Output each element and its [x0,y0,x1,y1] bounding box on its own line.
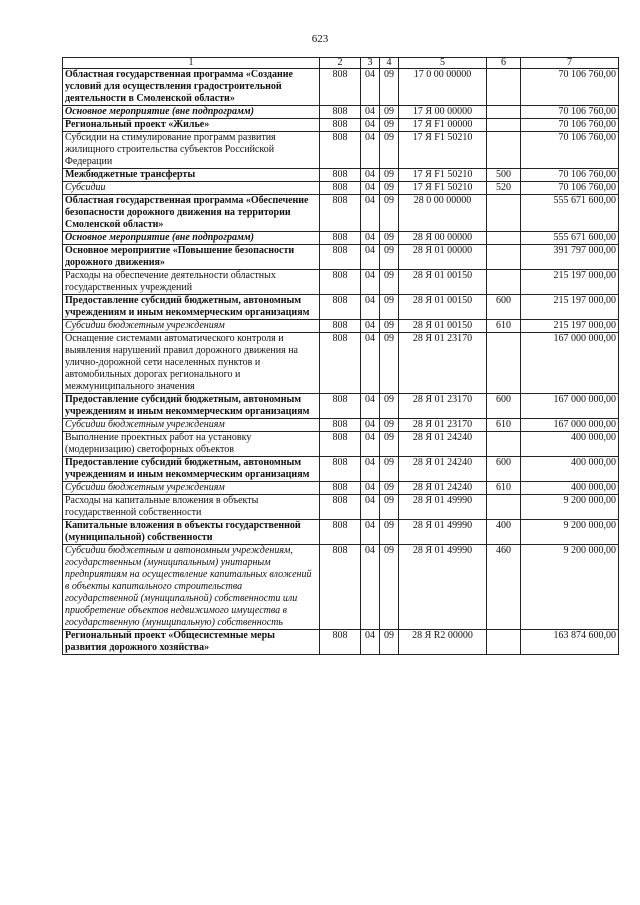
row-section: 04 [361,182,380,195]
row-amount: 70 106 760,00 [521,132,619,169]
row-amount: 215 197 000,00 [521,270,619,295]
row-grbs: 808 [320,295,361,320]
row-section: 04 [361,432,380,457]
row-section: 04 [361,295,380,320]
table-row [63,495,619,520]
row-section: 04 [361,333,380,394]
row-grbs: 808 [320,394,361,419]
row-grbs: 808 [320,232,361,245]
row-subsection: 09 [380,245,399,270]
row-amount: 215 197 000,00 [521,320,619,333]
row-target-code: 17 Я F1 50210 [399,169,487,182]
row-amount: 167 000 000,00 [521,333,619,394]
row-section: 04 [361,419,380,432]
row-name: Основное мероприятие «Повышение безопасности дорожного движения» [63,245,320,270]
row-name: Предоставление субсидий бюджетным, автономным учреждениям и иным некоммерческим организациям [63,295,320,320]
row-subsection: 09 [380,482,399,495]
table-row [63,482,619,495]
row-section: 04 [361,69,380,106]
row-subsection: 09 [380,394,399,419]
row-name: Выполнение проектных работ на установку (модернизацию) светофорных объектов [63,432,320,457]
row-name: Субсидии [63,182,320,195]
row-subsection: 09 [380,295,399,320]
row-name: Субсидии бюджетным учреждениям [63,419,320,432]
table-row [63,195,619,232]
header-cell: 7 [521,58,619,69]
row-expense-type: 520 [487,182,521,195]
row-amount: 70 106 760,00 [521,182,619,195]
row-target-code: 17 Я F1 00000 [399,119,487,132]
row-subsection: 09 [380,69,399,106]
row-grbs: 808 [320,419,361,432]
row-target-code: 28 Я 01 49990 [399,520,487,545]
table-row [63,419,619,432]
row-section: 04 [361,482,380,495]
row-name: Областная государственная программа «Создание условий для осуществления градостроительной деятельности в Смоленской области» [63,69,320,106]
row-target-code: 28 Я 01 23170 [399,419,487,432]
row-target-code: 17 Я F1 50210 [399,132,487,169]
row-expense-type [487,195,521,232]
row-section: 04 [361,630,380,655]
row-grbs: 808 [320,195,361,232]
row-target-code: 28 Я 01 00000 [399,245,487,270]
row-section: 04 [361,320,380,333]
row-amount: 167 000 000,00 [521,394,619,419]
row-grbs: 808 [320,520,361,545]
row-amount: 391 797 000,00 [521,245,619,270]
row-grbs: 808 [320,132,361,169]
table-row [63,169,619,182]
row-subsection: 09 [380,333,399,394]
row-subsection: 09 [380,432,399,457]
row-amount: 400 000,00 [521,432,619,457]
table-row [63,432,619,457]
row-section: 04 [361,132,380,169]
row-section: 04 [361,394,380,419]
row-amount: 555 671 600,00 [521,232,619,245]
row-amount: 215 197 000,00 [521,295,619,320]
row-section: 04 [361,232,380,245]
row-section: 04 [361,520,380,545]
table-row [63,182,619,195]
row-grbs: 808 [320,245,361,270]
row-amount: 555 671 600,00 [521,195,619,232]
row-grbs: 808 [320,482,361,495]
row-section: 04 [361,545,380,630]
table-row [63,119,619,132]
row-name: Капитальные вложения в объекты государственной (муниципальной) собственности [63,520,320,545]
budget-table [62,57,619,655]
row-section: 04 [361,495,380,520]
row-target-code: 28 Я 01 49990 [399,495,487,520]
row-subsection: 09 [380,119,399,132]
row-grbs: 808 [320,495,361,520]
table-row [63,545,619,630]
row-expense-type: 610 [487,482,521,495]
row-name: Расходы на капитальные вложения в объекты государственной собственности [63,495,320,520]
row-expense-type: 400 [487,520,521,545]
row-section: 04 [361,106,380,119]
row-amount: 163 874 600,00 [521,630,619,655]
row-subsection: 09 [380,495,399,520]
table-row [63,394,619,419]
row-target-code: 17 0 00 00000 [399,69,487,106]
row-amount: 70 106 760,00 [521,169,619,182]
row-name: Областная государственная программа «Обеспечение безопасности дорожного движения на территории Смоленской области» [63,195,320,232]
table-row [63,320,619,333]
row-subsection: 09 [380,545,399,630]
row-name: Субсидии бюджетным и автономным учреждениям, государственным (муниципальным) унитарным предприятиям на осуществление капитальных вложений в объекты капитального строительства государственной (муниципальной) собственности или приобретение объектов недвижимого имущества в государственную (муниципальную) собственность [63,545,320,630]
table-row [63,630,619,655]
row-grbs: 808 [320,169,361,182]
header-row [63,58,619,69]
row-grbs: 808 [320,106,361,119]
row-target-code: 28 Я 01 24240 [399,432,487,457]
row-expense-type [487,245,521,270]
header-cell: 1 [63,58,320,69]
row-target-code: 28 Я R2 00000 [399,630,487,655]
row-amount: 70 106 760,00 [521,119,619,132]
row-section: 04 [361,245,380,270]
row-amount: 9 200 000,00 [521,495,619,520]
row-amount: 167 000 000,00 [521,419,619,432]
row-grbs: 808 [320,270,361,295]
row-subsection: 09 [380,270,399,295]
row-grbs: 808 [320,432,361,457]
row-target-code: 28 Я 01 00150 [399,320,487,333]
row-expense-type [487,432,521,457]
row-target-code: 28 Я 00 00000 [399,232,487,245]
row-expense-type: 610 [487,320,521,333]
table-row [63,232,619,245]
row-expense-type [487,132,521,169]
row-name: Предоставление субсидий бюджетным, автономным учреждениям и иным некоммерческим организациям [63,457,320,482]
row-subsection: 09 [380,106,399,119]
row-target-code: 28 Я 01 23170 [399,394,487,419]
row-expense-type: 500 [487,169,521,182]
row-expense-type: 600 [487,394,521,419]
row-expense-type: 460 [487,545,521,630]
row-grbs: 808 [320,69,361,106]
row-subsection: 09 [380,195,399,232]
row-subsection: 09 [380,169,399,182]
row-subsection: 09 [380,232,399,245]
row-name: Субсидии на стимулирование программ развития жилищного строительства субъектов Российской Федерации [63,132,320,169]
row-section: 04 [361,169,380,182]
row-expense-type: 610 [487,419,521,432]
row-target-code: 28 0 00 00000 [399,195,487,232]
row-target-code: 28 Я 01 00150 [399,270,487,295]
row-expense-type [487,106,521,119]
table-row [63,333,619,394]
row-section: 04 [361,195,380,232]
row-name: Оснащение системами автоматического контроля и выявления нарушений правил дорожного движения на улично-дорожной сети населенных пунктов и автомобильных дорогах регионального и межмуниципального значения [63,333,320,394]
row-target-code: 28 Я 01 49990 [399,545,487,630]
row-grbs: 808 [320,630,361,655]
row-amount: 9 200 000,00 [521,520,619,545]
row-expense-type: 600 [487,295,521,320]
row-amount: 70 106 760,00 [521,69,619,106]
row-subsection: 09 [380,320,399,333]
row-expense-type [487,119,521,132]
row-section: 04 [361,457,380,482]
table-row [63,295,619,320]
row-grbs: 808 [320,545,361,630]
table-row [63,457,619,482]
row-subsection: 09 [380,132,399,169]
page-number: 623 [311,33,329,45]
table-row [63,69,619,106]
row-name: Субсидии бюджетным учреждениям [63,482,320,495]
row-name: Основное мероприятие (вне подпрограмм) [63,106,320,119]
row-amount: 400 000,00 [521,457,619,482]
row-subsection: 09 [380,419,399,432]
row-name: Основное мероприятие (вне подпрограмм) [63,232,320,245]
row-target-code: 28 Я 01 24240 [399,457,487,482]
row-expense-type [487,69,521,106]
row-subsection: 09 [380,457,399,482]
row-grbs: 808 [320,320,361,333]
header-cell: 4 [380,58,399,69]
row-grbs: 808 [320,119,361,132]
table-row [63,245,619,270]
table-row [63,270,619,295]
header-cell: 5 [399,58,487,69]
row-name: Региональный проект «Общесистемные меры развития дорожного хозяйства» [63,630,320,655]
row-expense-type [487,630,521,655]
row-expense-type [487,333,521,394]
row-expense-type [487,495,521,520]
row-section: 04 [361,119,380,132]
row-expense-type: 600 [487,457,521,482]
row-name: Предоставление субсидий бюджетным, автономным учреждениям и иным некоммерческим организациям [63,394,320,419]
row-amount: 400 000,00 [521,482,619,495]
row-expense-type [487,232,521,245]
row-name: Субсидии бюджетным учреждениям [63,320,320,333]
header-cell: 6 [487,58,521,69]
row-target-code: 28 Я 01 23170 [399,333,487,394]
row-subsection: 09 [380,520,399,545]
row-target-code: 17 Я F1 50210 [399,182,487,195]
row-target-code: 28 Я 01 24240 [399,482,487,495]
table-row [63,520,619,545]
row-grbs: 808 [320,182,361,195]
row-grbs: 808 [320,457,361,482]
row-amount: 9 200 000,00 [521,545,619,630]
row-name: Региональный проект «Жилье» [63,119,320,132]
header-cell: 3 [361,58,380,69]
row-grbs: 808 [320,333,361,394]
row-expense-type [487,270,521,295]
row-name: Расходы на обеспечение деятельности областных государственных учреждений [63,270,320,295]
header-cell: 2 [320,58,361,69]
table-row [63,106,619,119]
row-subsection: 09 [380,630,399,655]
table-row [63,132,619,169]
row-amount: 70 106 760,00 [521,106,619,119]
row-subsection: 09 [380,182,399,195]
row-section: 04 [361,270,380,295]
row-target-code: 28 Я 01 00150 [399,295,487,320]
row-target-code: 17 Я 00 00000 [399,106,487,119]
row-name: Межбюджетные трансферты [63,169,320,182]
